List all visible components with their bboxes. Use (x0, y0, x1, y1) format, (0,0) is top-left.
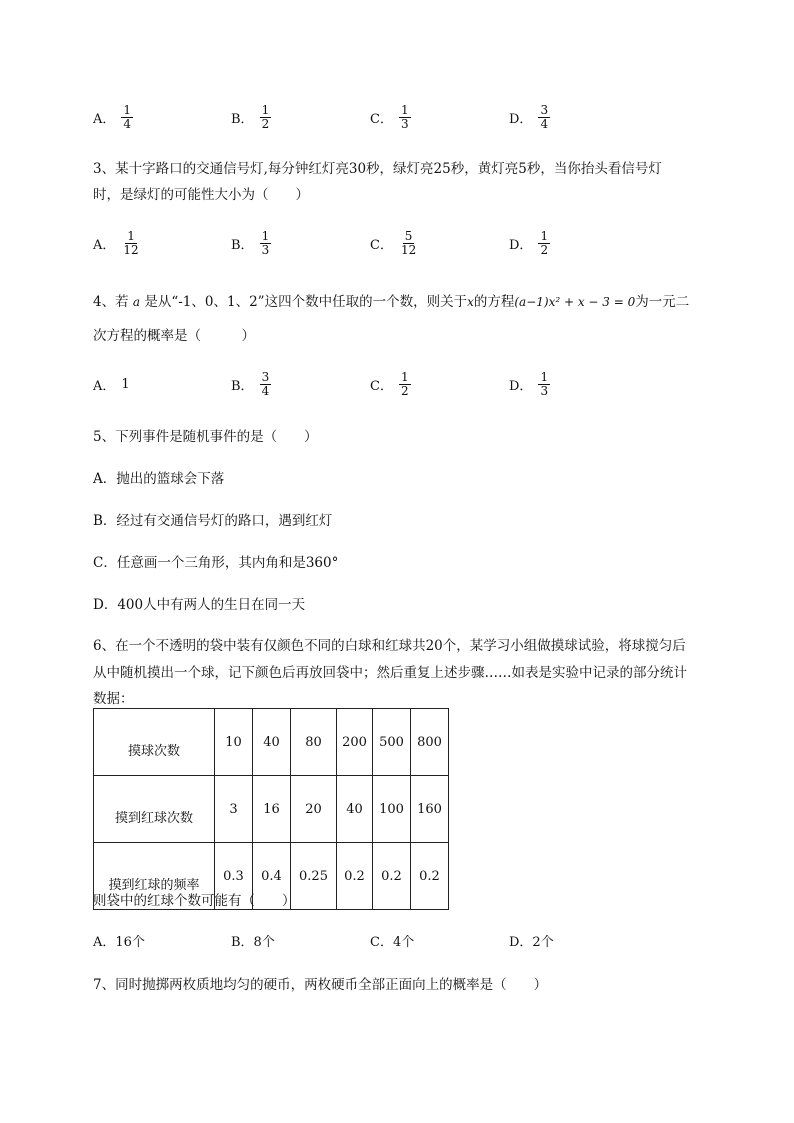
q3-option-b (231, 223, 271, 263)
q4-stem-line1: 4、若 a 是从“-1、0、1、2”这四个数中任取的一个数，则关于x的方程(a−1)x² + x − 3 = 0为一元二 (93, 294, 690, 310)
table-cell: 20 (291, 776, 337, 843)
table-cell: 500 (373, 709, 411, 776)
table-cell: 40 (337, 776, 373, 843)
table-row (94, 709, 449, 776)
fraction: $\frac{1}{2}$ (400, 369, 409, 398)
table-cell: 0.2 (337, 843, 373, 910)
fraction: $\frac{1}{3}$ (261, 228, 270, 257)
option-letter: C． (370, 237, 393, 253)
q4-option-d (509, 364, 550, 404)
option-letter: B． (231, 237, 254, 253)
row-label: 摸到红球次数 (94, 776, 215, 843)
table-cell: 0.2 (411, 843, 449, 910)
option-letter: D． (509, 237, 533, 253)
fraction: $\frac{1}{2}$ (261, 102, 270, 131)
q3-stem-line1: 3、某十字路口的交通信号灯,每分钟红灯亮30秒，绿灯亮25秒，黄灯亮5秒，当你抬头看信号灯 (93, 161, 662, 177)
table-cell: 0.4 (253, 843, 291, 910)
q2-options (0, 97, 794, 137)
option-letter: A． (93, 378, 116, 394)
option-letter: B． (231, 111, 254, 127)
row-label: 摸球次数 (94, 709, 215, 776)
q5-option-b: B．经过有交通信号灯的路口，遇到红灯 (93, 513, 333, 529)
variable-x: x (467, 295, 474, 309)
table-cell: 100 (373, 776, 411, 843)
table-cell: 10 (215, 709, 253, 776)
q6-stem-line2: 从中随机摸出一个球，记下颜色后再放回袋中；然后重复上述步骤……如表是实验中记录的部分统计 (93, 665, 687, 681)
q3-option-d (509, 223, 550, 263)
q2-option-c (370, 97, 411, 137)
table-cell: 0.25 (291, 843, 337, 910)
option-letter: C． (370, 111, 393, 127)
table-row (94, 776, 449, 843)
table-cell: 0.3 (215, 843, 253, 910)
q6-stem-line3: 数据： (93, 691, 134, 707)
option-letter: D． (509, 378, 533, 394)
table-cell: 800 (411, 709, 449, 776)
q3-options (0, 223, 794, 263)
q6-stem-line1: 6、在一个不透明的袋中装有仅颜色不同的白球和红球共20个，某学习小组做摸球试验，将球搅匀后 (93, 638, 686, 654)
fraction: $\frac{3}{4}$ (261, 369, 270, 398)
q5-option-c: C．任意画一个三角形，其内角和是360° (93, 555, 339, 571)
fraction: $\frac{1}{3}$ (540, 369, 549, 398)
q4-option-b (231, 364, 271, 404)
equation: (a−1)x² + x − 3 = 0 (514, 295, 636, 309)
row-label: 摸到红球的频率 (94, 843, 215, 910)
table-cell: 80 (291, 709, 337, 776)
q6-option-b: B．8个 (231, 934, 275, 950)
q6-option-a: A．16个 (93, 934, 145, 950)
q3-option-c (370, 223, 418, 263)
q2-option-b (231, 97, 271, 137)
table-cell: 40 (253, 709, 291, 776)
fraction: $\frac{1}{3}$ (400, 102, 409, 131)
q6-question: 则袋中的红球个数可能有（ ） (93, 893, 296, 909)
q6-options (0, 920, 794, 960)
q4-options (0, 364, 794, 404)
q5-stem: 5、下列事件是随机事件的是（ ） (93, 429, 318, 445)
table-cell: 200 (337, 709, 373, 776)
table-cell: 3 (215, 776, 253, 843)
q2-option-a (93, 97, 133, 137)
option-letter: A． (93, 237, 116, 253)
table-cell: 160 (411, 776, 449, 843)
option-value: 1 (121, 376, 130, 392)
q4-option-c (370, 364, 411, 404)
option-letter: A． (93, 111, 116, 127)
fraction: $\frac{1}{2}$ (540, 228, 549, 257)
option-letter: B． (231, 378, 254, 394)
fraction: $\frac{1}{12}$ (123, 228, 139, 257)
option-letter: C． (370, 378, 393, 394)
table-cell: 0.2 (373, 843, 411, 910)
q7-stem: 7、同时抛掷两枚质地均匀的硬币，两枚硬币全部正面向上的概率是（ ） (93, 977, 548, 993)
fraction: $\frac{3}{4}$ (540, 102, 549, 131)
q3-stem-line2: 时，是绿灯的可能性大小为（ ） (93, 187, 309, 203)
q6-option-d: D．2个 (509, 934, 554, 950)
fraction: $\frac{1}{4}$ (123, 102, 132, 131)
q5-option-a: A．抛出的篮球会下落 (93, 471, 225, 487)
experiment-table (93, 708, 449, 910)
q4-stem-line2: 次方程的概率是（ ） (93, 328, 255, 344)
option-letter: D． (509, 111, 533, 127)
q3-option-a (93, 223, 141, 263)
q4-option-a (93, 364, 130, 404)
q5-option-d: D．400人中有两人的生日在同一天 (93, 597, 306, 613)
variable-a: a (132, 295, 141, 309)
table-cell: 16 (253, 776, 291, 843)
q2-option-d (509, 97, 550, 137)
fraction: $\frac{5}{12}$ (400, 228, 417, 257)
q6-option-c: C．4个 (370, 934, 415, 950)
